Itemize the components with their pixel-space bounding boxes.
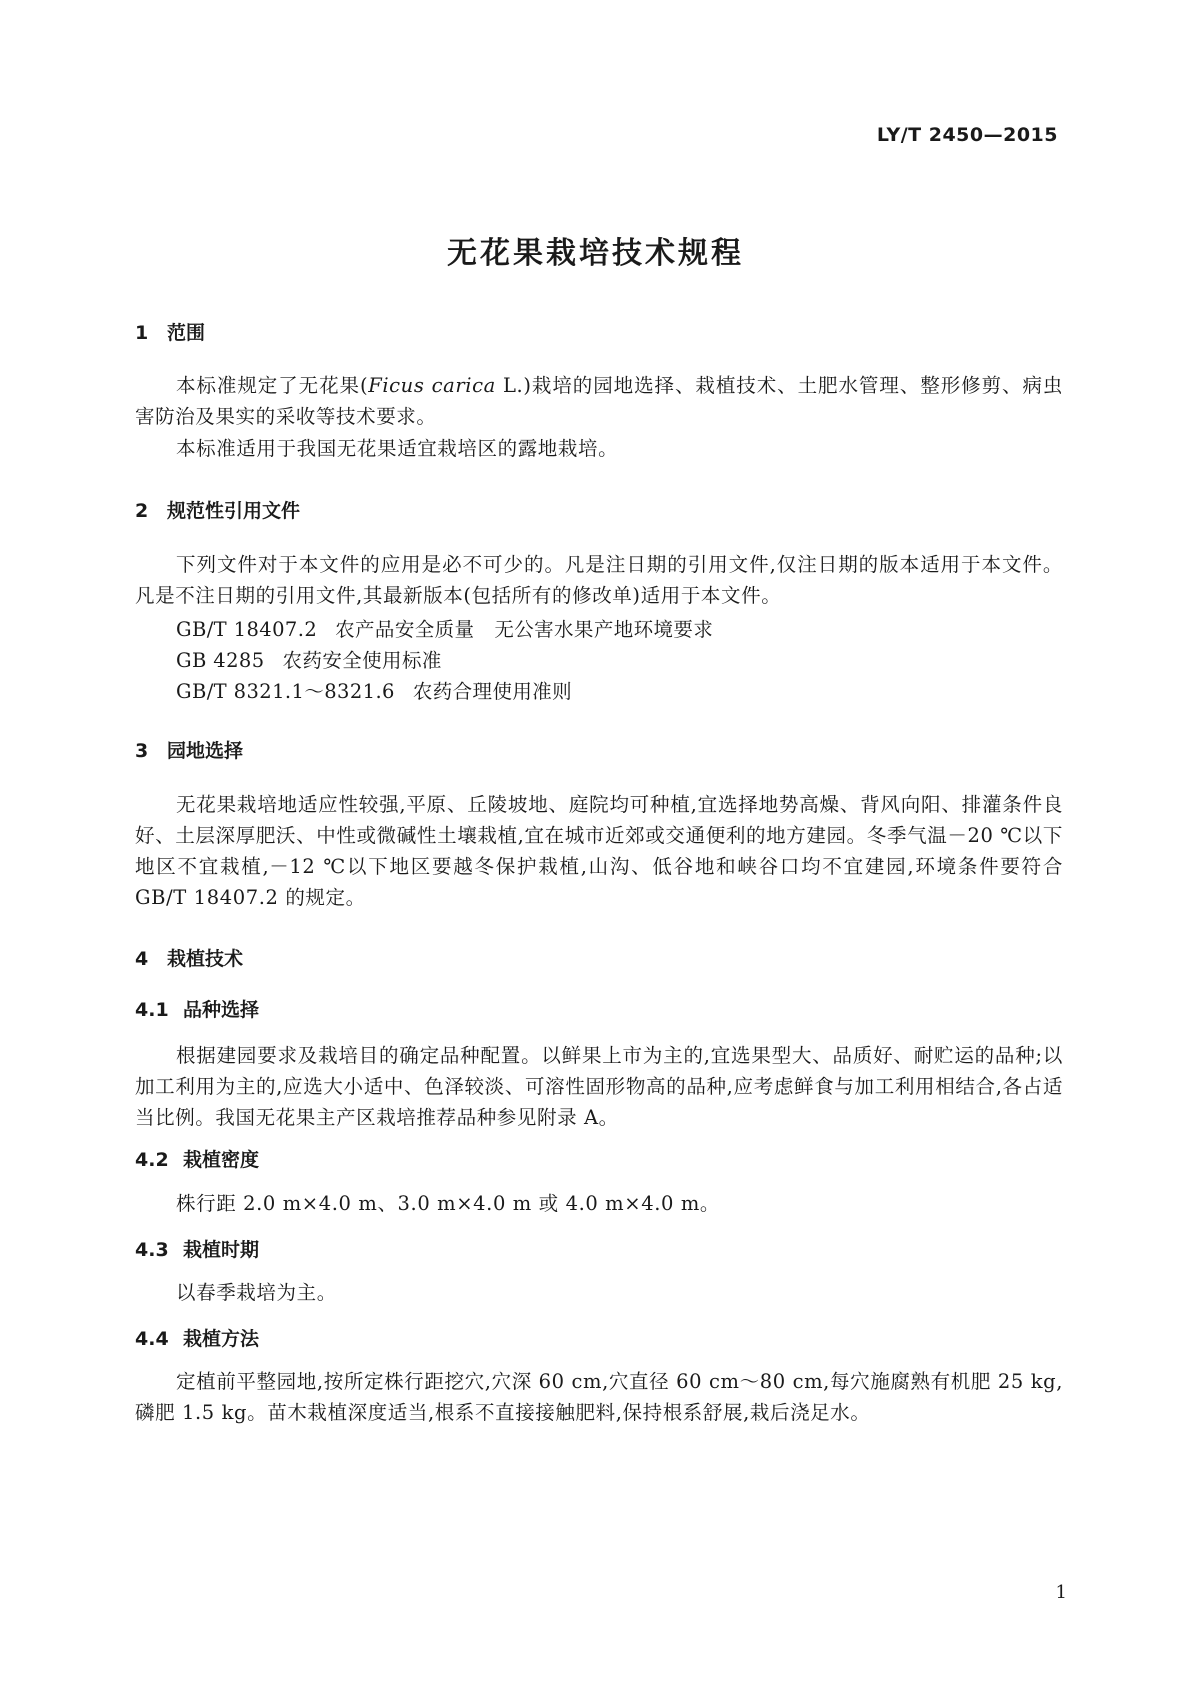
subsection-title: 品种选择: [183, 999, 260, 1021]
reference-item: [176, 645, 442, 673]
subsection-4-4-heading: [135, 1324, 259, 1351]
page-number: 1: [1055, 1582, 1067, 1603]
reference-code: GB/T 18407.2: [176, 618, 318, 641]
subsection-number: 4.2: [135, 1149, 169, 1171]
section-number: 2: [135, 500, 149, 522]
reference-title: 农药安全使用标准: [282, 649, 442, 672]
section-number: 1: [135, 322, 149, 344]
subsection-4-2-paragraph: 株行距 2.0 m×4.0 m、3.0 m×4.0 m 或 4.0 m×4.0 m。: [176, 1192, 721, 1215]
text-span: L.)栽培的园地选择、栽植技术、土肥水管理、整形修剪、病虫害防治及果实的采收等技术要求。: [135, 374, 1063, 428]
document-title: 无花果栽培技术规程: [447, 236, 744, 271]
subsection-4-3-paragraph: 以春季栽培为主。: [176, 1281, 337, 1304]
subsection-title: 栽植方法: [183, 1328, 260, 1350]
section-2-paragraph-1: 下列文件对于本文件的应用是必不可少的。凡是注日期的引用文件,仅注日期的版本适用于本文件。凡是不注日期的引用文件,其最新版本(包括所有的修改单)适用于本文件。: [135, 553, 1063, 607]
standard-code: LY/T 2450—2015: [876, 124, 1058, 146]
subsection-4-1-paragraph: 根据建园要求及栽培目的确定品种配置。以鲜果上市为主的,宜选果型大、品质好、耐贮运的品种;以加工利用为主的,应选大小适中、色泽较淡、可溶性固形物高的品种,应考虑鲜食与加工利用相结合,各占适当比例。我国无花果主产区栽培推荐品种参见附录 A。: [135, 1044, 1063, 1129]
text-span: 本标准规定了无花果(: [176, 374, 369, 397]
section-title: 范围: [167, 322, 206, 344]
subsection-number: 4.1: [135, 999, 169, 1021]
subsection-number: 4.3: [135, 1239, 169, 1261]
section-1-paragraph-2: 本标准适用于我国无花果适宜栽培区的露地栽培。: [176, 437, 619, 460]
latin-name: Ficus carica: [368, 374, 496, 397]
subsection-title: 栽植时期: [183, 1239, 260, 1261]
section-title: 规范性引用文件: [167, 500, 301, 522]
subsection-title: 栽植密度: [183, 1149, 260, 1171]
reference-title: 农药合理使用准则: [412, 680, 573, 703]
section-4-heading: [135, 944, 243, 971]
section-number: 3: [135, 740, 149, 762]
section-1-paragraph-1: [135, 370, 1063, 432]
reference-item: [176, 614, 713, 642]
subsection-4-4-paragraph: 定植前平整园地,按所定株行距挖穴,穴深 60 cm,穴直径 60 cm～80 cm,每穴施腐熟有机肥 25 kg,磷肥 1.5 kg。苗木栽植深度适当,根系不直接接触肥料,保持根系舒展,栽后浇足水。: [135, 1370, 1063, 1424]
subsection-4-2-heading: [135, 1145, 259, 1172]
subsection-4-3-heading: [135, 1235, 259, 1262]
section-2-heading: [135, 496, 300, 523]
section-1-heading: [135, 318, 205, 345]
subsection-number: 4.4: [135, 1328, 169, 1350]
section-3-paragraph-1: 无花果栽培地适应性较强,平原、丘陵坡地、庭院均可种植,宜选择地势高燥、背风向阳、排灌条件良好、土层深厚肥沃、中性或微碱性土壤栽植,宜在城市近郊或交通便利的地方建园。冬季气温－20 ℃以下地区不宜栽植,－12 ℃以下地区要越冬保护栽植,山沟、低谷地和峡谷口均不宜建园,环境条件要符合 GB/T 18407.2 的规定。: [135, 793, 1063, 909]
subsection-4-1-heading: [135, 995, 259, 1022]
section-number: 4: [135, 948, 149, 970]
reference-title: 农产品安全质量 无公害水果产地环境要求: [335, 618, 714, 641]
section-title: 园地选择: [167, 740, 244, 762]
reference-item: [176, 676, 572, 704]
reference-code: GB/T 8321.1～8321.6: [176, 680, 395, 703]
section-3-heading: [135, 736, 243, 763]
section-title: 栽植技术: [167, 948, 244, 970]
reference-code: GB 4285: [176, 649, 265, 672]
